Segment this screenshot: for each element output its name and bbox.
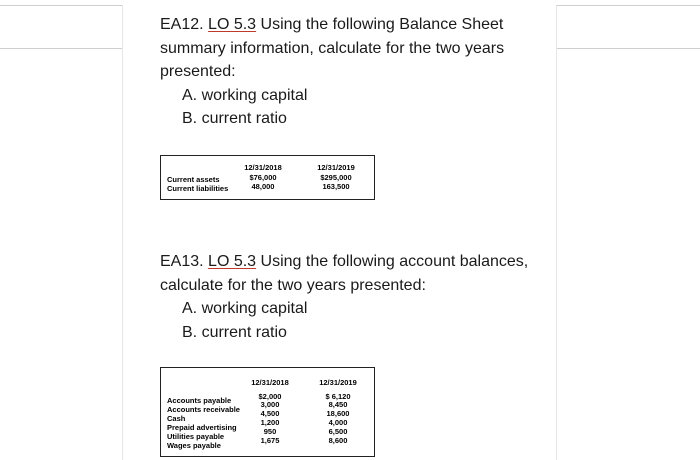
cell-value: $2,000 — [258, 392, 282, 401]
problem-ea13 — [160, 250, 540, 344]
problem-ea13-intro — [160, 250, 540, 297]
cell-value: $76,000 — [249, 173, 277, 182]
account-balances-table — [160, 367, 375, 457]
cell-value: 6,500 — [328, 427, 348, 436]
question-item-a: A. working capital — [182, 86, 308, 104]
row-label: Current liabilities — [167, 184, 229, 193]
problem-ea12 — [160, 13, 540, 131]
problem-instructions: Using the following Balance Sheet summary information, calculate for the two years presented: — [160, 16, 505, 80]
learning-objective: LO 5.3 — [208, 16, 257, 33]
cell-value: 48,000 — [251, 182, 275, 191]
column-header: 12/31/2019 — [319, 378, 357, 387]
column-header: 12/31/2018 — [251, 378, 289, 387]
cell-value: 8,600 — [328, 436, 348, 445]
column-header: 12/31/2019 — [317, 163, 355, 172]
problem-code: EA12. — [160, 16, 204, 33]
question-item-a: A. working capital — [182, 300, 308, 317]
row-label: Utilities payable — [167, 432, 225, 441]
cell-value: 4,000 — [328, 418, 348, 427]
question-item-b: B. current ratio — [182, 110, 287, 127]
cell-value: 8,450 — [328, 400, 348, 409]
cell-value: $295,000 — [320, 173, 352, 182]
cell-value: 18,600 — [326, 409, 350, 418]
row-label: Accounts payable — [167, 396, 232, 405]
right-divider — [555, 48, 700, 49]
problem-instructions: Using the following account balances, calculate for the two years presented: — [160, 253, 529, 294]
balance-sheet-table — [160, 155, 375, 200]
cell-value: 3,000 — [260, 400, 280, 409]
cell-value: 1,200 — [260, 418, 280, 427]
column-header: 12/31/2018 — [244, 163, 282, 172]
row-label: Prepaid advertising — [167, 423, 237, 432]
cell-value: $ 6,120 — [325, 392, 351, 401]
cell-value: 163,500 — [322, 182, 350, 191]
question-item-b: B. current ratio — [182, 323, 287, 341]
row-label: Accounts receivable — [167, 405, 240, 414]
row-label: Wages payable — [167, 441, 221, 450]
learning-objective: LO 5.3 — [208, 253, 257, 270]
cell-value: 4,500 — [260, 409, 280, 418]
row-label: Current assets — [167, 175, 220, 184]
problem-code: EA13. — [160, 253, 204, 270]
left-divider — [0, 48, 122, 49]
cell-value: 950 — [263, 427, 277, 436]
problem-ea12-intro — [160, 13, 540, 84]
cell-value: 1,675 — [260, 436, 280, 445]
row-label: Cash — [167, 414, 186, 423]
